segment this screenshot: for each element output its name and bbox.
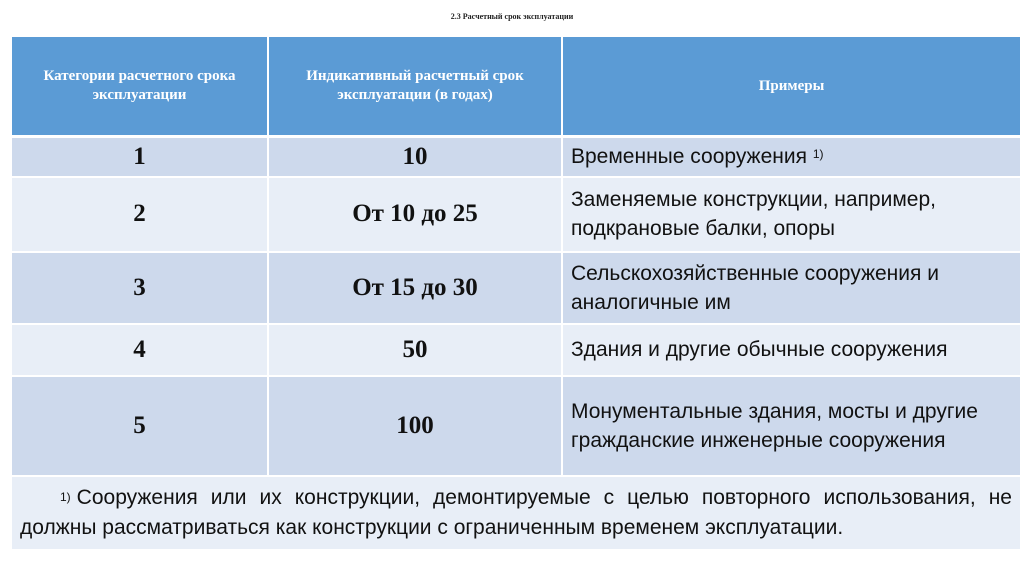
cell-years: 10: [268, 137, 562, 177]
footnote-text: Сооружения или их конструкции, демонтируемые с целью повторного использования, не должны рассматриваться как конструкции с ограниченным временем эксплуатации.: [20, 485, 1012, 539]
cell-example: Сельскохозяйственные сооружения и аналогичные им: [562, 252, 1020, 324]
table-row: [12, 137, 1020, 177]
cell-years: От 10 до 25: [268, 177, 562, 252]
table-footnote-row: [12, 476, 1020, 549]
header-category: Категории расчетного срока эксплуатации: [12, 37, 268, 137]
cell-example: Здания и другие обычные сооружения: [562, 324, 1020, 376]
cell-example: Монументальные здания, мосты и другие гражданские инженерные сооружения: [562, 376, 1020, 476]
document-title: 2.3 Расчетный срок эксплуатации: [450, 12, 574, 21]
table-row: [12, 177, 1020, 252]
header-examples: Примеры: [562, 37, 1020, 137]
example-text: Временные сооружения: [571, 145, 807, 169]
cell-category: 3: [12, 252, 268, 324]
table-row: [12, 324, 1020, 376]
cell-category: 1: [12, 137, 268, 177]
cell-category: 4: [12, 324, 268, 376]
table-header-row: [12, 37, 1020, 137]
footnote-marker: 1): [60, 489, 71, 504]
header-years: Индикативный расчетный срок эксплуатации (в годах): [268, 37, 562, 137]
footnote-text-block: [20, 483, 1012, 543]
footnote-cell: [12, 476, 1020, 549]
cell-years: 100: [268, 376, 562, 476]
cell-years: От 15 до 30: [268, 252, 562, 324]
footnote-marker: 1): [812, 147, 824, 162]
table-row: [12, 252, 1020, 324]
cell-category: 5: [12, 376, 268, 476]
cell-example: [562, 137, 1020, 177]
table-row: [12, 376, 1020, 476]
cell-years: 50: [268, 324, 562, 376]
cell-category: 2: [12, 177, 268, 252]
cell-example: Заменяемые конструкции, например, подкрановые балки, опоры: [562, 177, 1020, 252]
service-life-table: [12, 37, 1020, 549]
